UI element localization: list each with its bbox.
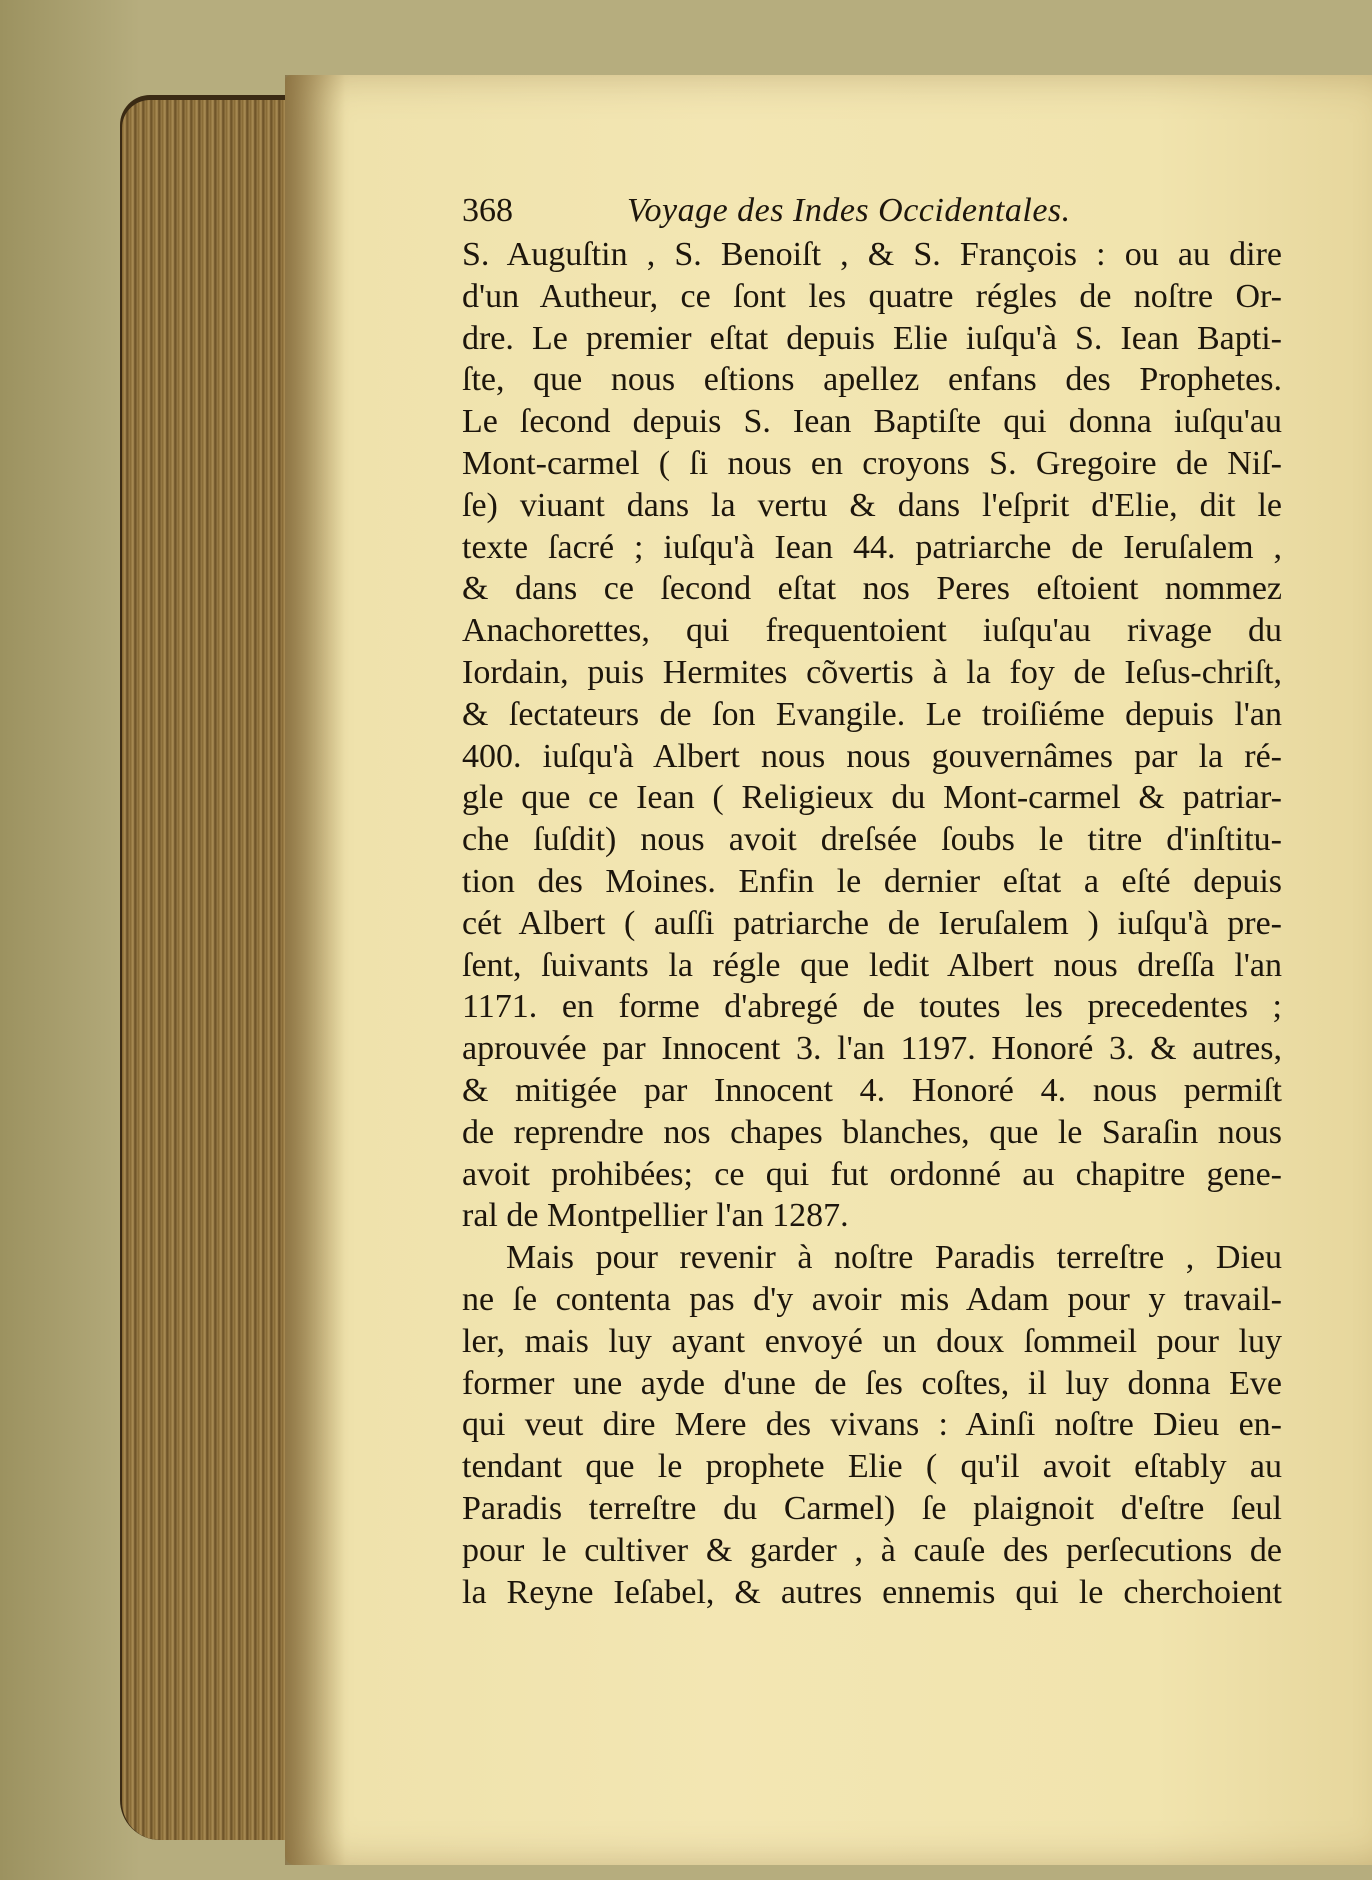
- text-line: ler, mais luy ayant envoyé un doux ſommeil pour luy: [462, 1322, 1282, 1360]
- text-line: la Reyne Ieſabel, & autres ennemis qui le cherchoient: [462, 1573, 1282, 1611]
- running-head: [462, 190, 1282, 234]
- page-edges: [122, 100, 302, 1840]
- background: [0, 0, 140, 1880]
- text-line: S. Auguſtin , S. Benoiſt , & S. François : ou au dire: [462, 236, 1282, 273]
- text-line: & mitigée par Innocent 4. Honoré 4. nous permiſt: [462, 1071, 1282, 1109]
- text-line: Anachorettes, qui frequentoient iuſqu'au rivage du: [462, 612, 1282, 650]
- text-line: ſent, ſuivants la régle que ledit Albert nous dreſſa l'an: [462, 946, 1282, 984]
- text-line: de reprendre nos chapes blanches, que le Saraſin nous: [462, 1113, 1282, 1151]
- text-line: tion des Moines. Enfin le dernier eſtat a eſté depuis: [462, 862, 1282, 900]
- running-title: Voyage des Indes Occidentales.: [627, 192, 1071, 229]
- text-line: ral de Montpellier l'an 1287.: [462, 1197, 849, 1235]
- body-text: [462, 234, 1282, 1613]
- text-line: & dans ce ſecond eſtat nos Peres eſtoient nommez: [462, 570, 1282, 608]
- text-line: d'un Autheur, ce ſont les quatre régles de noſtre Or-: [462, 277, 1282, 315]
- text-line: ne ſe contenta pas d'y avoir mis Adam pour y travail-: [462, 1280, 1282, 1318]
- text-line: Paradis terreſtre du Carmel) ſe plaignoit d'eſtre ſeul: [462, 1489, 1282, 1527]
- gutter-shadow: [285, 75, 345, 1865]
- text-line: gle que ce Iean ( Religieux du Mont-carmel & patriar-: [462, 779, 1282, 817]
- page-number: 368: [462, 192, 513, 229]
- text-line: tendant que le prophete Elie ( qu'il avoit eſtably au: [462, 1448, 1282, 1486]
- text-line: cét Albert ( auſſi patriarche de Ieruſalem ) iuſqu'à pre-: [462, 904, 1282, 942]
- text-line: qui veut dire Mere des vivans : Ainſi noſtre Dieu en-: [462, 1406, 1282, 1444]
- text-line: texte ſacré ; iuſqu'à Iean 44. patriarche de Ieruſalem ,: [462, 528, 1282, 566]
- text-line: & ſectateurs de ſon Evangile. Le troiſiéme depuis l'an: [462, 695, 1282, 733]
- text-line: former une ayde d'une de ſes coſtes, il luy donna Eve: [462, 1364, 1282, 1402]
- text-line: 1171. en forme d'abregé de toutes les precedentes ;: [462, 988, 1282, 1026]
- text-line: Mais pour revenir à noſtre Paradis terreſtre , Dieu: [506, 1239, 1282, 1277]
- text-line: 400. iuſqu'à Albert nous nous gouvernâmes par la ré-: [462, 737, 1282, 775]
- text-line: che ſuſdit) nous avoit dreſsée ſoubs le titre d'inſtitu-: [462, 821, 1282, 859]
- text-line: Mont-carmel ( ſi nous en croyons S. Gregoire de Niſ-: [462, 444, 1282, 482]
- text-line: dre. Le premier eſtat depuis Elie iuſqu'à S. Iean Bapti-: [462, 319, 1282, 357]
- page-text: [462, 190, 1282, 1613]
- text-line: avoit prohibées; ce qui fut ordonné au chapitre gene-: [462, 1155, 1282, 1193]
- text-line: pour le cultiver & garder , à cauſe des perſecutions de: [462, 1531, 1282, 1569]
- text-line: Le ſecond depuis S. Iean Baptiſte qui donna iuſqu'au: [462, 403, 1282, 441]
- text-line: ſte, que nous eſtions apellez enfans des Prophetes.: [462, 361, 1282, 399]
- text-line: aprouvée par Innocent 3. l'an 1197. Honoré 3. & autres,: [462, 1030, 1282, 1068]
- text-line: ſe) viuant dans la vertu & dans l'eſprit d'Elie, dit le: [462, 486, 1282, 524]
- text-line: Iordain, puis Hermites cõvertis à la foy de Ieſus-chriſt,: [462, 653, 1282, 691]
